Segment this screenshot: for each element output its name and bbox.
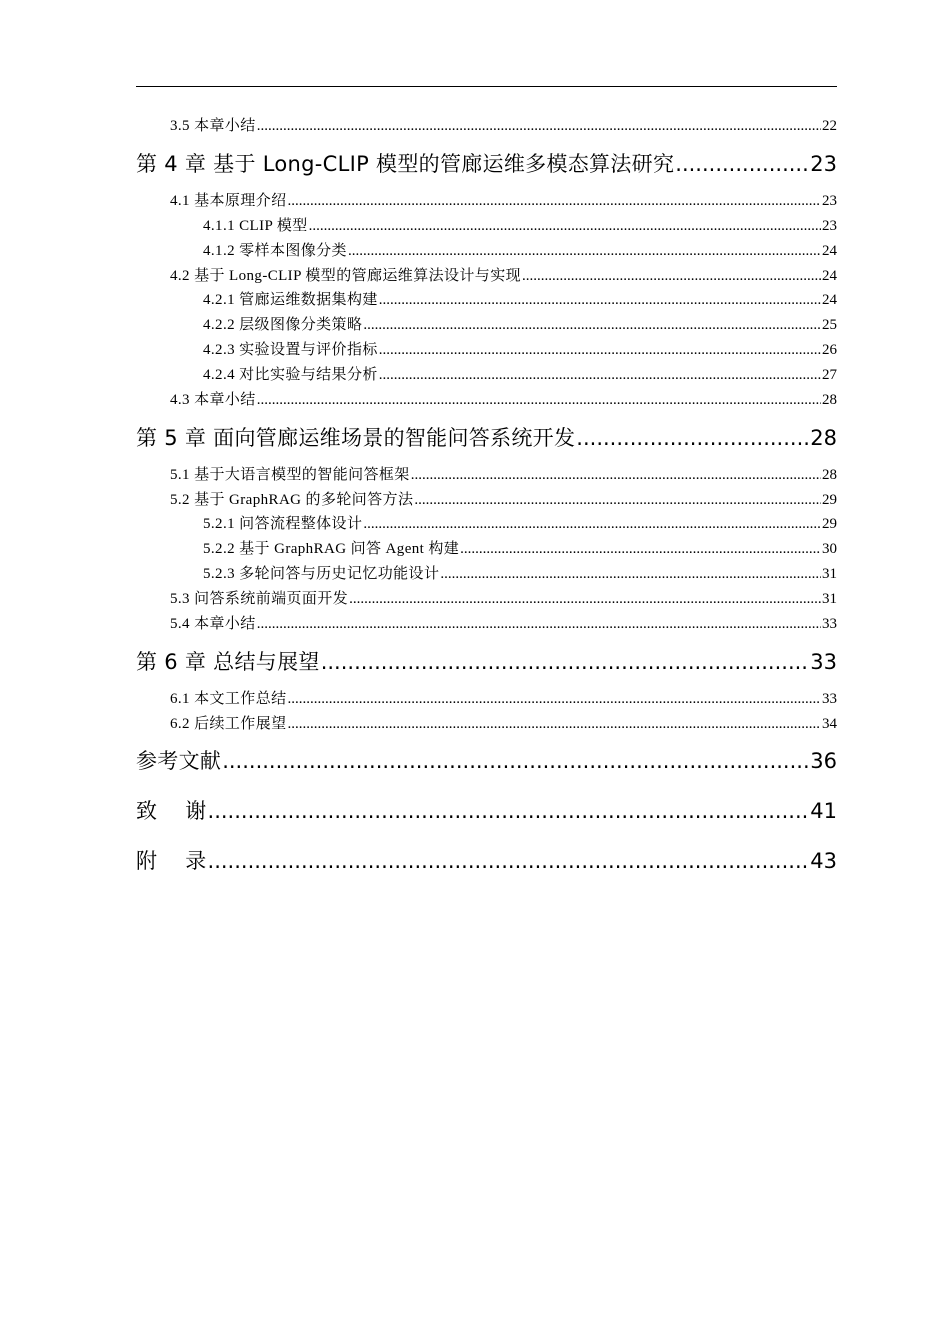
toc-entry-chapter-4[interactable] [136,149,837,179]
dot-leader [348,240,821,262]
toc-entry-title: 3.5 本章小结 [170,118,256,134]
dot-leader [349,588,821,610]
toc-entry-4-3[interactable] [170,389,837,411]
toc-entry-title: 4.2.2 层级图像分类策略 [203,317,363,333]
dot-leader [222,746,809,776]
toc-entry-title: 5.2.3 多轮问答与历史记忆功能设计 [203,566,440,582]
toc-entry-6-1[interactable] [170,688,837,710]
dot-leader [379,364,821,386]
toc-entry-5-3[interactable] [170,588,837,610]
toc-entry-5-2-1[interactable] [203,513,837,535]
toc-entry-page: 28 [822,392,837,408]
toc-entry-page: 26 [822,342,837,358]
toc-entry-title: 4.2 基于 Long-CLIP 模型的管廊运维算法设计与实现 [170,268,522,284]
toc-entry-page: 33 [822,691,837,707]
toc-entry-4-1-1[interactable] [203,215,837,237]
dot-leader [257,115,821,137]
toc-entry-appendix[interactable] [136,846,837,876]
toc-entry-page: 24 [822,292,837,308]
toc-entry-4-2-3[interactable] [203,339,837,361]
toc-entry-page: 33 [822,616,837,632]
dot-leader [208,796,810,826]
toc-entry-page: 33 [810,650,837,674]
toc-entry-page: 28 [810,426,837,450]
toc-entry-page: 25 [822,317,837,333]
dot-leader [522,265,821,287]
dot-leader [257,389,821,411]
toc-entry-page: 23 [822,218,837,234]
toc-entry-title: 5.2.2 基于 GraphRAG 问答 Agent 构建 [203,541,460,557]
dot-leader [411,464,821,486]
toc-chapter-title: 第 5 章 面向管廊运维场景的智能问答系统开发 [136,426,576,450]
toc-entry-references[interactable] [136,746,837,776]
dot-leader [363,314,821,336]
dot-leader [379,289,821,311]
dot-leader [460,538,821,560]
toc-entry-page: 23 [810,152,837,176]
toc-entry-3-5[interactable] [170,115,837,137]
dot-leader [321,647,810,677]
toc-entry-page: 43 [810,849,837,873]
toc-entry-title: 4.2.1 管廊运维数据集构建 [203,292,378,308]
dot-leader [288,190,821,212]
dot-leader [675,149,809,179]
toc-entry-title: 4.1.1 CLIP 模型 [203,218,308,234]
toc-chapter-title: 第 6 章 总结与展望 [136,650,320,674]
dot-leader [414,489,821,511]
toc-entry-page: 24 [822,243,837,259]
toc-entry-title: 5.3 问答系统前端页面开发 [170,591,349,607]
toc-entry-page: 30 [822,541,837,557]
toc-entry-5-2[interactable] [170,489,837,511]
dot-leader [257,613,821,635]
header-rule [136,86,837,87]
toc-entry-5-1[interactable] [170,464,837,486]
toc-entry-page: 36 [810,749,837,773]
toc-chapter-title: 附 录 [136,849,207,873]
toc-entry-page: 23 [822,193,837,209]
dot-leader [288,688,821,710]
toc-entry-4-1[interactable] [170,190,837,212]
toc-entry-4-2-4[interactable] [203,364,837,386]
toc-entry-4-2-2[interactable] [203,314,837,336]
toc-entry-title: 4.2.4 对比实验与结果分析 [203,367,378,383]
toc-entry-page: 27 [822,367,837,383]
toc-entry-4-2-1[interactable] [203,289,837,311]
dot-leader [309,215,821,237]
toc-entry-acknowledgements[interactable] [136,796,837,826]
toc-entry-chapter-5[interactable] [136,423,837,453]
toc-entry-6-2[interactable] [170,713,837,735]
toc-entry-4-1-2[interactable] [203,240,837,262]
toc-entry-title: 4.1 基本原理介绍 [170,193,287,209]
toc-entry-title: 6.2 后续工作展望 [170,716,287,732]
toc-entry-title: 4.2.3 实验设置与评价指标 [203,342,378,358]
toc-entry-page: 29 [822,516,837,532]
dot-leader [208,846,810,876]
toc-entry-title: 5.1 基于大语言模型的智能问答框架 [170,467,410,483]
toc-chapter-title: 参考文献 [136,749,222,773]
toc-entry-title: 5.4 本章小结 [170,616,256,632]
dot-leader [379,339,821,361]
toc-entry-page: 34 [822,716,837,732]
toc-entry-page: 41 [810,799,837,823]
toc-entry-page: 24 [822,268,837,284]
toc-entry-page: 22 [822,118,837,134]
toc-entry-title: 4.3 本章小结 [170,392,256,408]
dot-leader [288,713,821,735]
toc-entry-chapter-6[interactable] [136,647,837,677]
toc-entry-5-2-3[interactable] [203,563,837,585]
toc-entry-4-2[interactable] [170,265,837,287]
toc-entry-page: 28 [822,467,837,483]
toc-entry-page: 31 [822,566,837,582]
dot-leader [576,423,809,453]
dot-leader [440,563,821,585]
toc-entry-title: 5.2.1 问答流程整体设计 [203,516,363,532]
toc-entry-5-2-2[interactable] [203,538,837,560]
toc-entry-title: 5.2 基于 GraphRAG 的多轮问答方法 [170,492,414,508]
toc-entry-5-4[interactable] [170,613,837,635]
toc-entry-title: 6.1 本文工作总结 [170,691,287,707]
toc-entry-page: 29 [822,492,837,508]
toc-entry-page: 31 [822,591,837,607]
toc-chapter-title: 第 4 章 基于 Long-CLIP 模型的管廊运维多模态算法研究 [136,152,675,176]
toc-entry-title: 4.1.2 零样本图像分类 [203,243,347,259]
toc-chapter-title: 致 谢 [136,799,207,823]
dot-leader [363,513,821,535]
